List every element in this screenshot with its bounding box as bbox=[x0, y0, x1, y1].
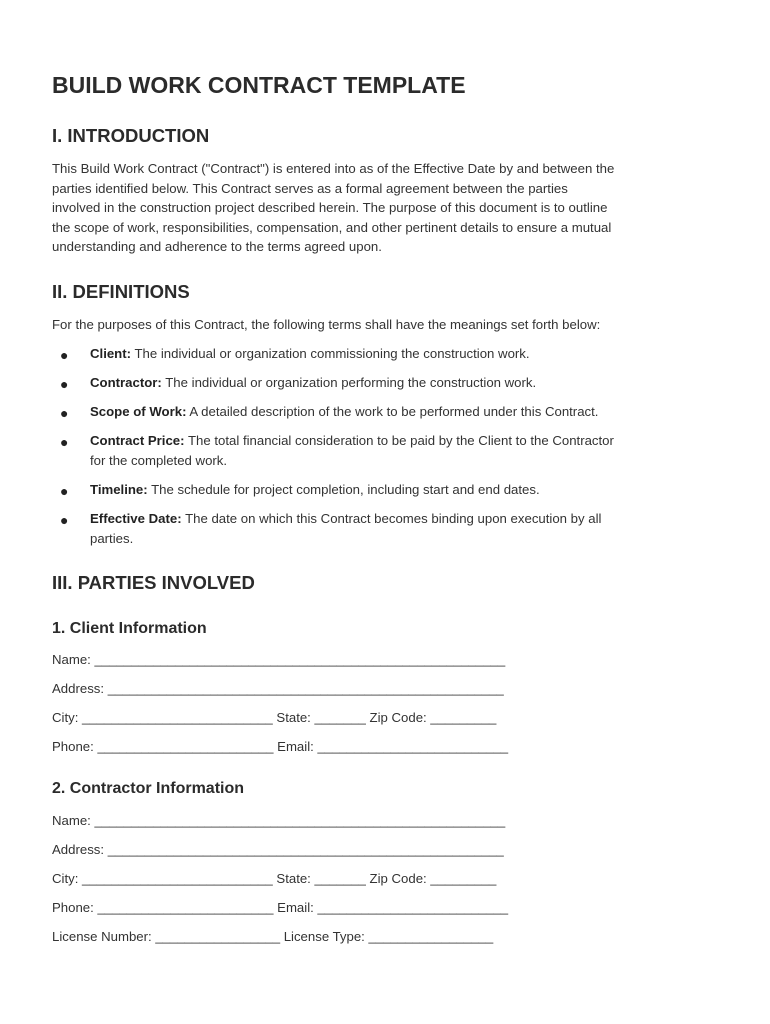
introduction-line: This Build Work Contract ("Contract") is entered into as of the Effective Date by and between the bbox=[52, 161, 615, 176]
definition-description: The schedule for project completion, including start and end dates. bbox=[151, 482, 540, 497]
definition-description: The date on which this Contract becomes binding upon execution by all bbox=[185, 511, 602, 526]
client-address-field[interactable]: Address: ______________________________________________________ bbox=[52, 681, 504, 696]
definition-description: The individual or organization commissioning the construction work. bbox=[134, 346, 530, 361]
definition-description: A detailed description of the work to be performed under this Contract. bbox=[189, 404, 599, 419]
definition-description-cont: for the completed work. bbox=[90, 452, 228, 468]
contractor-city-state-zip-field[interactable]: City: __________________________ State: _______ Zip Code: _________ bbox=[52, 871, 497, 886]
introduction-line: the scope of work, responsibilities, compensation, and other pertinent details to ensure a mutual bbox=[52, 219, 612, 235]
bullet-icon: ● bbox=[60, 483, 69, 499]
contractor-name-field[interactable]: Name: ________________________________________________________ bbox=[52, 813, 506, 828]
definition-text bbox=[90, 402, 722, 422]
definitions-intro bbox=[52, 315, 717, 335]
definition-text bbox=[90, 480, 722, 500]
definition-description: The total financial consideration to be paid by the Client to the Contractor bbox=[187, 433, 614, 448]
client-phone-email-field[interactable]: Phone: ________________________ Email: __________________________ bbox=[52, 739, 509, 754]
definition-term: Contractor: bbox=[90, 375, 162, 390]
definition-text bbox=[90, 373, 722, 393]
contractor-address-field[interactable]: Address: ______________________________________________________ bbox=[52, 842, 504, 857]
definition-text bbox=[90, 431, 722, 470]
introduction-line: involved in the construction project described herein. The purpose of this document is to outline bbox=[52, 200, 608, 216]
introduction-line: understanding and adherence to the terms agreed upon. bbox=[52, 239, 382, 255]
client-city-state-zip-field[interactable]: City: __________________________ State: _______ Zip Code: _________ bbox=[52, 710, 497, 725]
definition-description-cont: parties. bbox=[90, 530, 134, 546]
contractor-phone-email-field[interactable]: Phone: ________________________ Email: __________________________ bbox=[52, 900, 509, 915]
client-name-field[interactable]: Name: ________________________________________________________ bbox=[52, 652, 506, 667]
contractor-information-heading: 2. Contractor Information bbox=[52, 780, 245, 797]
section-heading-introduction: I. INTRODUCTION bbox=[52, 125, 210, 146]
introduction-line: parties identified below. This Contract serves as a formal agreement between the parties bbox=[52, 180, 568, 196]
bullet-icon: ● bbox=[60, 512, 69, 528]
section-heading-parties: III. PARTIES INVOLVED bbox=[52, 572, 255, 593]
bullet-icon: ● bbox=[60, 434, 69, 450]
section-heading-definitions: II. DEFINITIONS bbox=[52, 281, 190, 302]
document-title: BUILD WORK CONTRACT TEMPLATE bbox=[52, 72, 466, 98]
definition-description: The individual or organization performing the construction work. bbox=[165, 375, 537, 390]
definition-text bbox=[90, 344, 722, 364]
definition-text bbox=[90, 509, 722, 548]
bullet-icon: ● bbox=[60, 347, 69, 363]
contractor-license-field[interactable]: License Number: _________________ License Type: _________________ bbox=[52, 929, 494, 944]
definitions-intro-text: For the purposes of this Contract, the following terms shall have the meanings set forth below: bbox=[52, 317, 601, 332]
definition-term: Timeline: bbox=[90, 482, 148, 497]
definition-term: Effective Date: bbox=[90, 511, 182, 526]
definition-term: Client: bbox=[90, 346, 132, 361]
introduction-paragraph bbox=[52, 159, 717, 257]
bullet-icon: ● bbox=[60, 405, 69, 421]
definition-term: Contract Price: bbox=[90, 433, 185, 448]
bullet-icon: ● bbox=[60, 376, 69, 392]
definition-term: Scope of Work: bbox=[90, 404, 187, 419]
client-information-heading: 1. Client Information bbox=[52, 620, 207, 637]
